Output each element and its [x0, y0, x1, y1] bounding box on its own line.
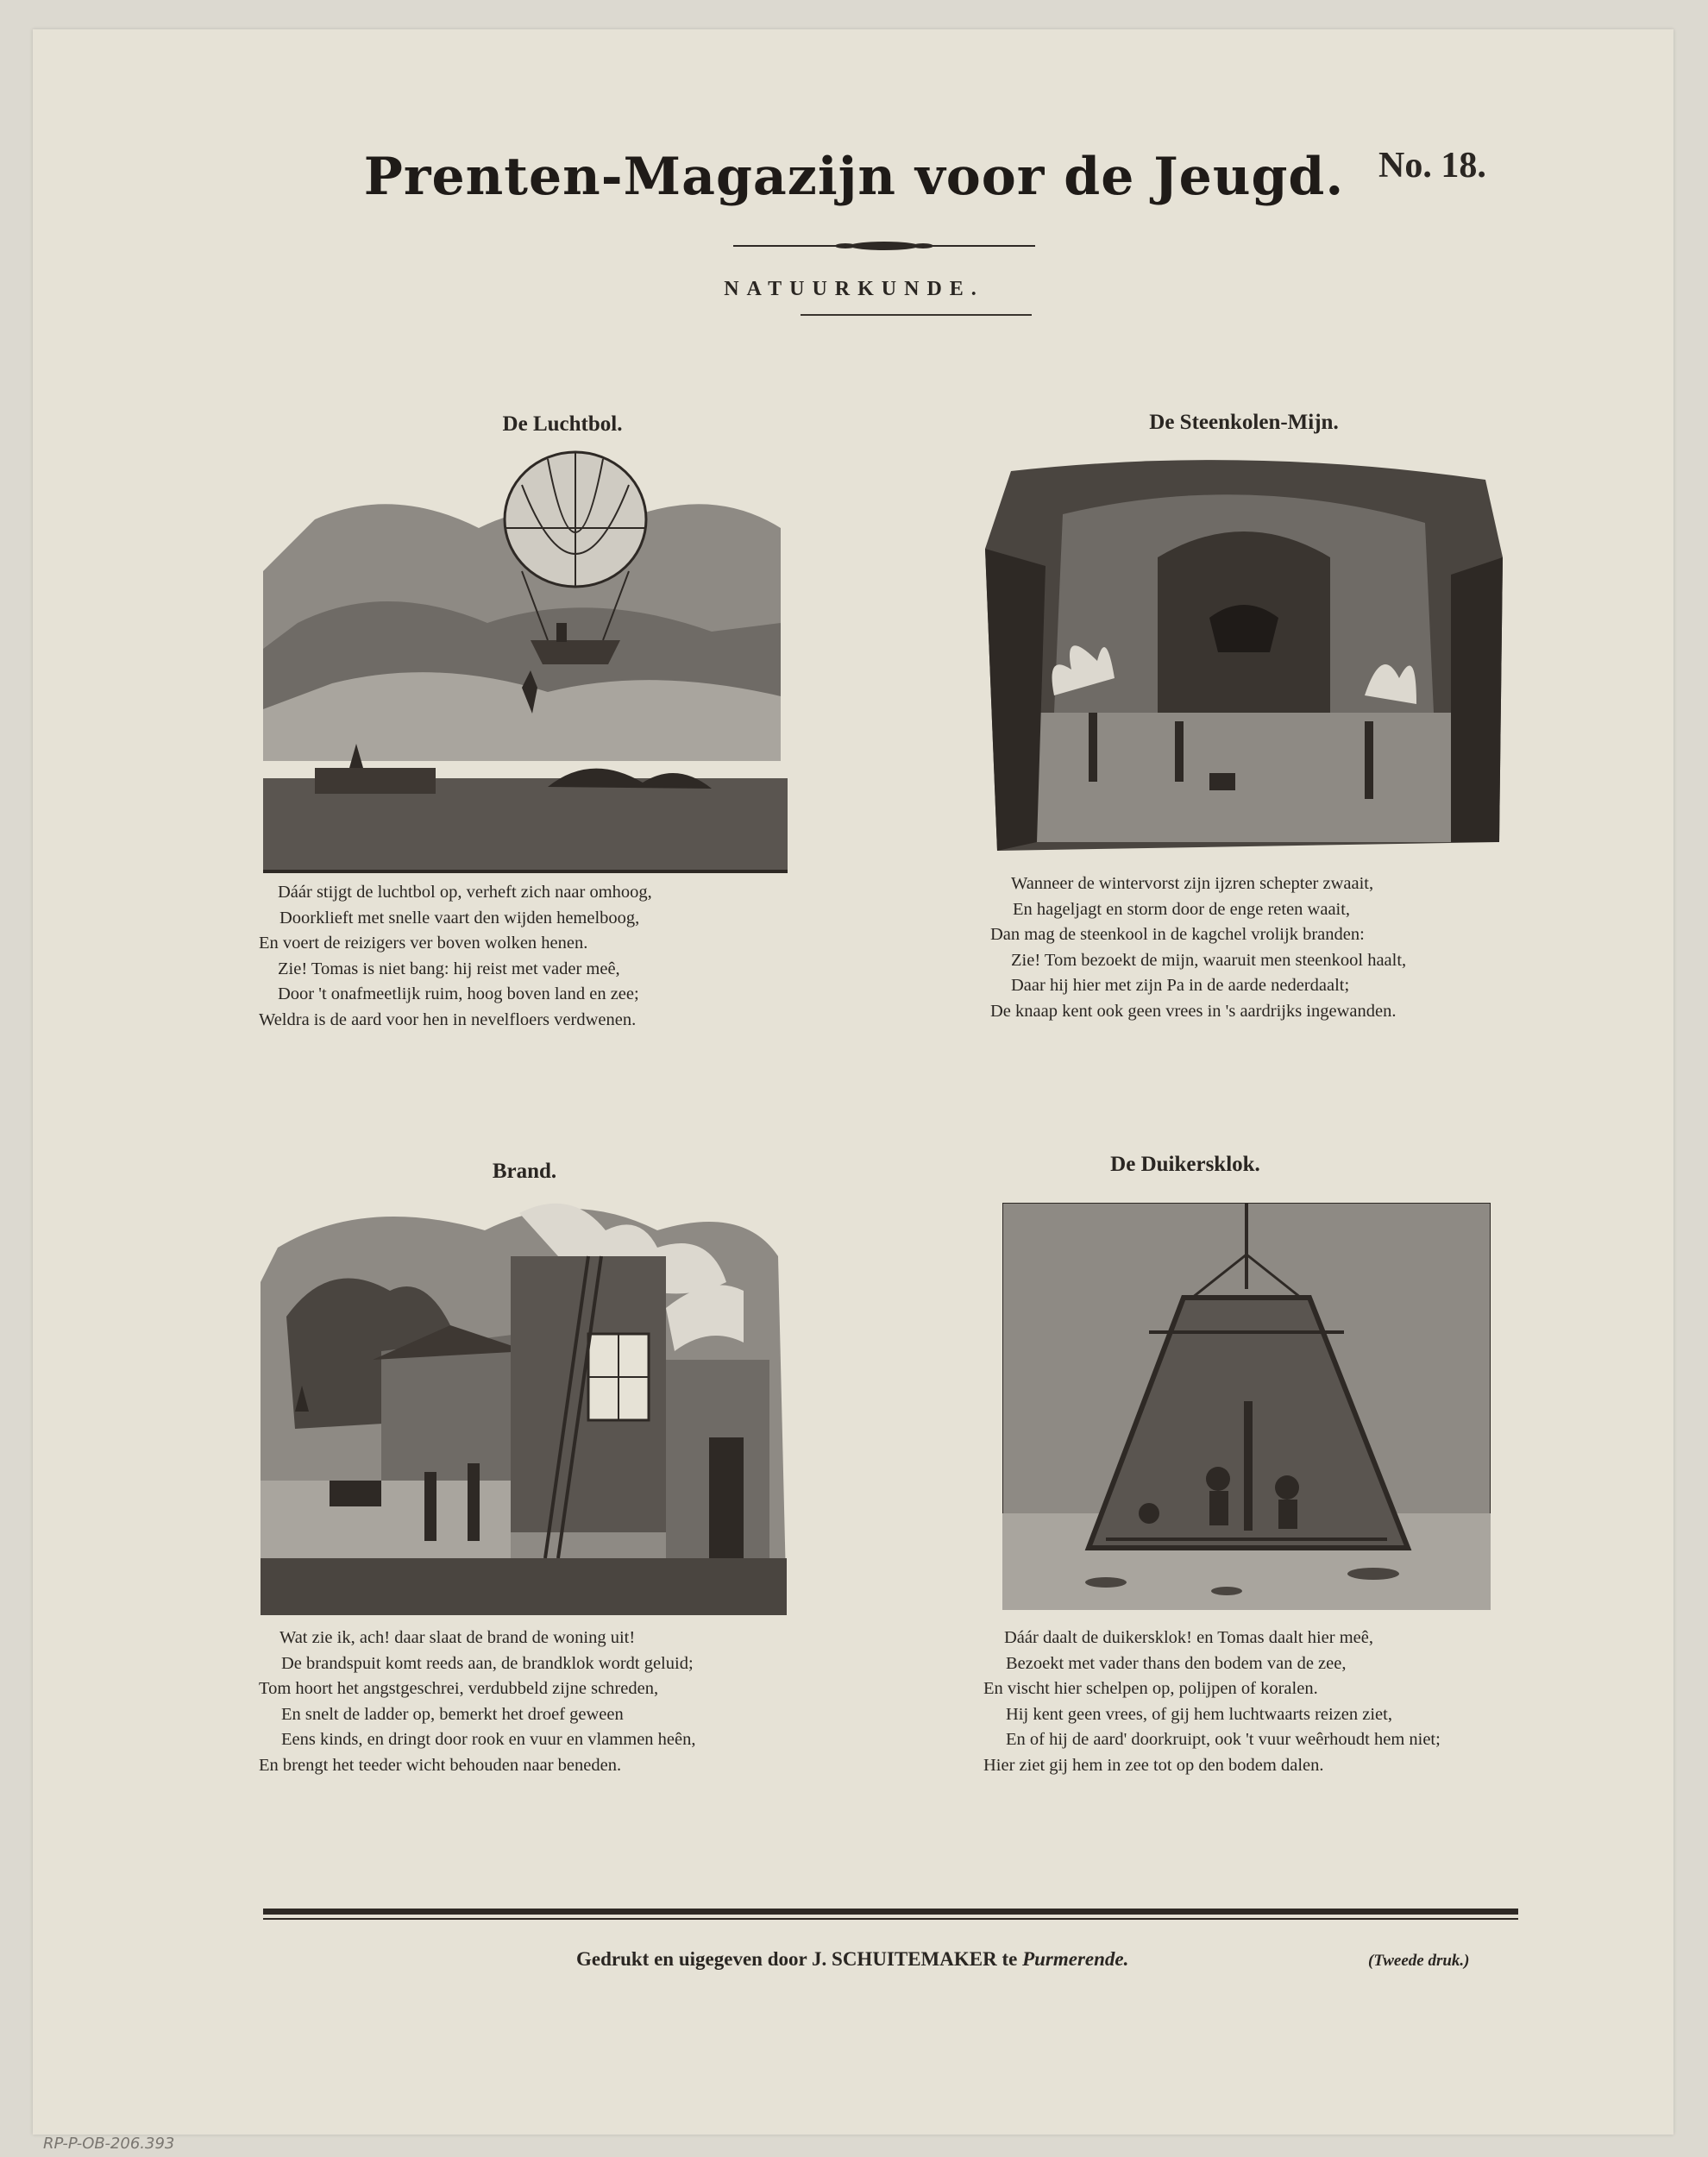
footer-rule-thick [263, 1909, 1518, 1915]
catalog-number: RP-P-OB-206.393 [43, 2135, 175, 2153]
poem-line: De brandspuit komt reeds aan, de brandklok wordt geluid; [281, 1653, 694, 1673]
poem-line: Eens kinds, en dringt door rook en vuur en vlammen heên, [281, 1730, 696, 1749]
panel-title-luchtbol: De Luchtbol. [502, 412, 623, 436]
ornament-divider [733, 238, 1035, 254]
poem-luchtbol [259, 880, 652, 1033]
imprint-place: Purmerende. [1022, 1948, 1129, 1970]
poem-line: Weldra is de aard voor hen in nevelfloers verdwenen. [259, 1009, 637, 1029]
diving-bell-engraving [1002, 1203, 1491, 1610]
imprint-prefix: Gedrukt en uigegeven door J. SCHUITEMAKER te [576, 1948, 1023, 1970]
poem-line: Wat zie ik, ach! daar slaat de brand de woning uit! [279, 1628, 636, 1647]
poem-line: Dáár daalt de duikersklok! en Tomas daalt hier meê, [1004, 1628, 1373, 1647]
edition-note: (Tweede druk.) [1368, 1952, 1470, 1970]
panel-title-duikersklok: De Duikersklok. [1110, 1153, 1260, 1176]
poem-line: Door 't onafmeetlijk ruim, hoog boven land en zee; [278, 984, 639, 1003]
poem-line: Zie! Tom bezoekt de mijn, waaruit men steenkool haalt, [1011, 950, 1407, 970]
poem-line: En snelt de ladder op, bemerkt het droef geween [281, 1704, 624, 1724]
poem-line: Hier ziet gij hem in zee tot op den bodem dalen. [983, 1755, 1324, 1775]
poem-line: Zie! Tomas is niet bang: hij reist met vader meê, [278, 959, 620, 978]
issue-number: No. 18. [1378, 146, 1486, 186]
poem-line: Daar hij hier met zijn Pa in de aarde nederdaalt; [1011, 976, 1350, 995]
balloon-engraving [263, 450, 788, 873]
poem-line: En brengt het teeder wicht behouden naar beneden. [259, 1755, 622, 1775]
poem-line: Hij kent geen vrees, of gij hem luchtwaarts reizen ziet, [1006, 1704, 1392, 1724]
poem-brand [259, 1626, 696, 1778]
footer-rule-thin [263, 1918, 1518, 1920]
poem-line: Doorklieft met snelle vaart den wijden hemelboog, [279, 908, 640, 928]
coal-mine-engraving [985, 454, 1504, 861]
poem-line: En of hij de aard' doorkruipt, ook 't vuur weêrhoudt hem niet; [1006, 1730, 1441, 1749]
poem-line: De knaap kent ook geen vrees in 's aardrijks ingewanden. [990, 1001, 1397, 1021]
print-sheet [33, 29, 1673, 2135]
poem-line: Tom hoort het angstgeschrei, verdubbeld zijne schreden, [259, 1679, 659, 1698]
fire-engraving [261, 1196, 787, 1615]
panel-title-steenkolenmijn: De Steenkolen-Mijn. [1149, 411, 1339, 434]
poem-line: Bezoekt met vader thans den bodem van de zee, [1006, 1653, 1347, 1673]
panel-title-brand: Brand. [492, 1160, 557, 1183]
subject-underline [801, 314, 1032, 316]
poem-line: En voert de reizigers ver boven wolken henen. [259, 934, 588, 953]
poem-steenkolenmijn [990, 871, 1406, 1024]
printer-imprint [576, 1948, 1128, 1971]
poem-line: En hageljagt en storm door de enge reten waait, [1013, 899, 1351, 919]
poem-line: Dan mag de steenkool in de kagchel vrolijk branden: [990, 925, 1365, 944]
poem-line: En vischt hier schelpen op, polijpen of koralen. [983, 1679, 1318, 1698]
poem-line: Dáár stijgt de luchtbol op, verheft zich naar omhoog, [278, 883, 652, 902]
poem-line: Wanneer de wintervorst zijn ijzren schepter zwaait, [1011, 874, 1374, 893]
subject-heading: NATUURKUNDE. [724, 278, 984, 300]
poem-duikersklok [983, 1626, 1441, 1778]
page-title: Prenten-Magazijn voor de Jeugd. [363, 147, 1345, 207]
